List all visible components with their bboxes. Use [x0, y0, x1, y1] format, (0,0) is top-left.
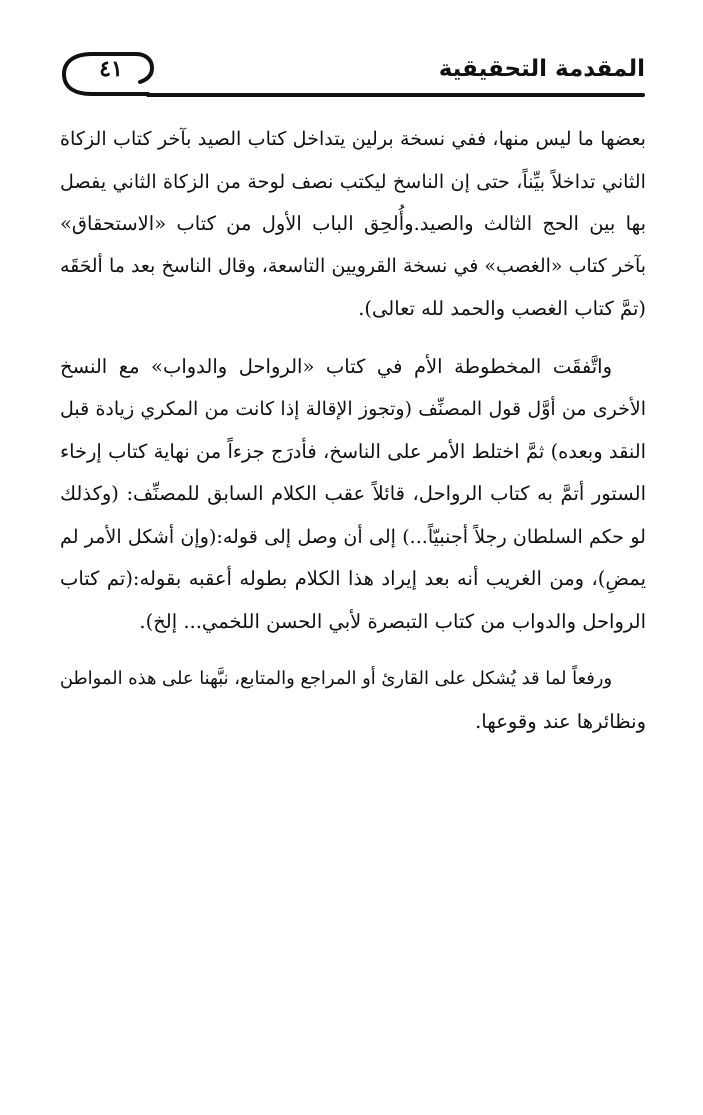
- text-line: الأخرى من أوَّل قول المصنِّف (وتجوز الإقالة إذا كانت من المكري زيادة قبل: [60, 398, 646, 420]
- page-header: [62, 50, 645, 100]
- text-line: واتَّفقَت المخطوطة الأم في كتاب «الرواحل والدواب» مع النسخ: [60, 354, 612, 378]
- body-text: [60, 118, 646, 743]
- text-line: يمضِ)، ومن الغريب أنه بعد إيراد هذا الكلام بطوله أعقبه بقوله:(تم كتاب: [60, 567, 646, 590]
- paragraph: [60, 658, 646, 743]
- page-number: ٤١: [99, 56, 123, 82]
- paragraph: [60, 118, 646, 331]
- text-line: بها بين الحج الثالث والصيد.وأُلحِق الباب الأول من كتاب «الاستحقاق»: [60, 212, 646, 235]
- paragraph: [60, 346, 646, 644]
- text-line: بعضها ما ليس منها، ففي نسخة برلين يتداخل كتاب الصيد بآخر كتاب الزكاة: [60, 127, 646, 150]
- text-line: الرواحل والدواب من كتاب التبصرة لأبي الحسن اللخمي... إلخ).: [139, 609, 646, 633]
- text-line: الثاني تداخلاً بيِّناً، حتى إن الناسخ ليكتب نصف لوحة من الزكاة الثاني يفصل: [60, 169, 646, 193]
- text-line: بآخر كتاب «الغصب» في نسخة القرويين التاسعة، وقال الناسخ بعد ما ألحَقَه: [60, 255, 646, 277]
- text-line: (تمَّ كتاب الغصب والحمد لله تعالى).: [358, 297, 646, 320]
- text-line: لو حكم السلطان رجلاً أجنبيّاً...) إلى أن وصل إلى قوله:(وإن أشكل الأمر لم: [60, 525, 646, 548]
- text-line: ونظائرها عند وقوعها.: [475, 709, 646, 733]
- text-line: ورفعاً لما قد يُشكل على القارئ أو المراجع والمتابع، نبَّهنا على هذه المواطن: [59, 668, 612, 689]
- text-line: الستور أتمَّ به كتاب الرواحل، قائلاً عقب الكلام السابق للمصنِّف: (وكذلك: [60, 482, 646, 505]
- header-rule: [146, 93, 645, 97]
- text-line: النقد وبعده) ثمَّ اختلط الأمر على الناسخ، فأدرَج جزءاً من نهاية كتاب إرخاء: [60, 439, 646, 463]
- running-header-title: المقدمة التحقيقية: [438, 56, 645, 82]
